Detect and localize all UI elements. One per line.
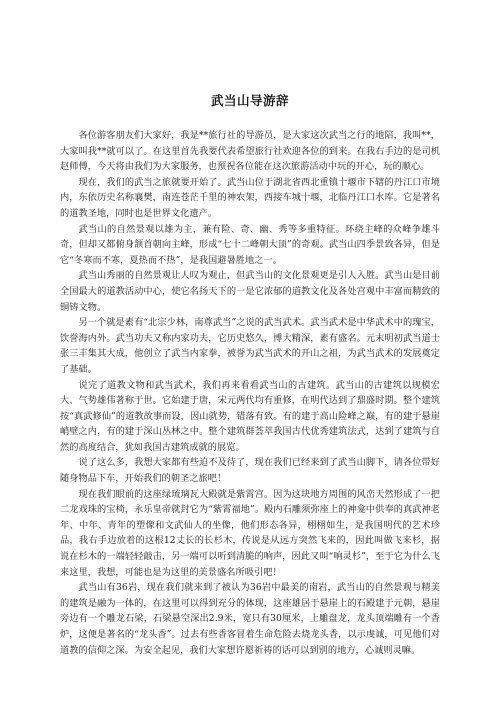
paragraph-arrival: 说了这么多，我想大家都有些迫不及待了，现在我们已经来到了武当山脚下，请各位带好随身物品下车，开始我们的朝圣之旅吧！ (60, 457, 440, 485)
paragraph-natural-scenery: 武当山的自然景观以雄为主，兼有险、奇、幽、秀等多重特征。环绕主峰的众峰争雄斗奇，但却又都俯身颔首朝向主峰，形成“七十二峰朝大顶”的奇观。武当山四季景致各异，但是它“冬寒而不寒，夏热而不热”，是我国避暑胜地之一。 (60, 223, 440, 266)
paragraph-martial-arts: 另一个就是素有“北宗少林，南尊武当”之说的武当武术。武当武术是中华武术中的瑰宝，饮誉海内外。武当功夫又称内家功夫，它历史悠久，博大精深，素有盛名。元末明初武当道士张三丰集其大成，他创立了武当内家拳，被誉为武当武术的开山之祖，为武当武术的发展奠定了基础。 (60, 317, 440, 375)
paragraph-south-cliff: 武当山有36岩，现在我们就来到了被认为36岩中最美的南岩，武当山的自然景观与精美的建筑是融为一体的，在这里可以得到充分的体现，这座雄居于悬崖上的石殿建于元朝，悬崖旁边有一个雕龙石梁，石梁悬空深出2.9米，宽只有30厘米，上雕盘龙，龙头顶端雕有一个香炉，这便是著名的“龙头香”。过去有些香客冒着生命危险去烧龙头香，以示虔诚，可见他们对道教的信仰之深。为安全起见，我们大家想许愿祈祷的话可以到别的地方，心诚则灵嘛。 (60, 582, 440, 656)
paragraph-taoist-culture: 武当山秀丽的自然景观让人叹为观止，但武当山的文化景观更是引人入胜。武当山是目前全国最大的道教活动中心，使它名扬天下的一是它浓郁的道教文化及各处宫观中丰富而精致的铜铸文物。 (60, 270, 440, 313)
paragraph-location: 现在，我们的武当之旅就要开始了。武当山位于湖北省西北重镇十堰市下辖的丹江口市境内，东依历史名称襄樊，南连苍茫千里的神农架，西接车城十堰，北临丹江口水库。它是著名的道教圣地，同时也是世界文化遗产。 (60, 176, 440, 219)
document-body (60, 128, 440, 658)
paragraph-zixiao-palace: 现在我们眼前的这座绿琉璃瓦大殿就是紫霄宫。因为这块地方周围的风峦天然形成了一把二龙戏珠的宝椅，永乐皇帝就封它为“紫霄福地”。殿内石雕须弥座上的神龛中供奉的真武神老年、中年、青年的塑像和文武仙人的坐像，他们形态各异，栩栩如生，是我国明代的艺术珍品，我右手边放着的这根12丈长的长杉木，传说是从远方突然飞来的，因此叫做飞来杉，据说在杉木的一端轻轻敲击，另一端可以听到清脆的响声，因此又叫“响灵杉”，至于它为什么飞来这里，我想，可能也是为这里的美景盛名所吸引吧！ (60, 488, 440, 578)
document-title: 武当山导游辞 (210, 93, 289, 108)
paragraph-architecture: 说完了道教文物和武当武术，我们再来看看武当山的古建筑。武当山的古建筑以规模宏大、气势雄伟著称于世。它始建于唐，宋元两代均有重修，在明代达到了鼎盛时期。整个建筑按“真武修仙”的道教故事而设，因山就势，错落有致。有的建于高山险峰之巅，有的建于悬崖峭壁之内，有的建于深山丛林之中。整个建筑群荟萃我国古代优秀建筑法式，达到了建筑与自然的高度结合，犹如我国古建筑成就的展览。 (60, 379, 440, 453)
paragraph-greeting: 各位游客朋友们大家好，我是**旅行社的导游员，是大家这次武当之行的地陪，我叫**，大家叫我**就可以了。在这里首先我要代表希望旅行社欢迎各位的到来。在我右手边的是司机赵师傅，今天将由我们为大家服务，也预祝各位能在这次旅游活动中玩的开心，玩的顺心。 (60, 130, 440, 173)
